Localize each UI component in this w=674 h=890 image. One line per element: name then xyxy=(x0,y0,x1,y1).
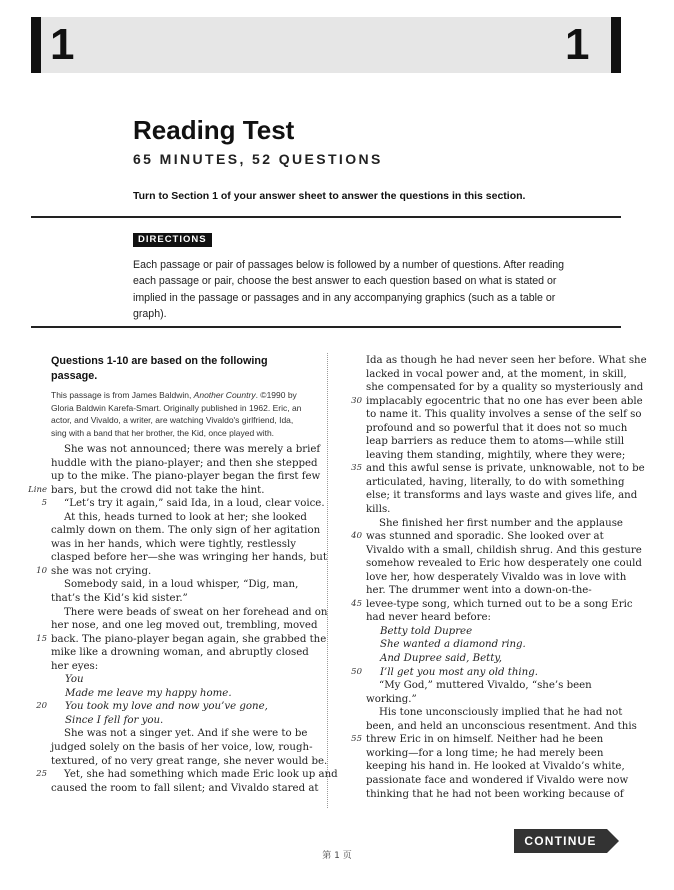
passage-intro xyxy=(51,389,307,439)
passage-line-text: that’s the Kid’s kid sister.” xyxy=(51,593,188,605)
passage-line-text: was stunned and sporadic. She looked over at xyxy=(366,531,604,543)
passage-line xyxy=(366,720,637,734)
passage-line xyxy=(366,788,622,802)
section-number-right: 1 xyxy=(565,20,590,69)
passage-line xyxy=(36,700,307,714)
directions-label: DIRECTIONS xyxy=(133,233,212,247)
passage-line-text: leap barriers as reduce them to atoms—while still xyxy=(366,436,625,448)
line-number: 45 xyxy=(351,598,362,609)
directions-rule-top xyxy=(31,216,621,218)
line-number: 25 xyxy=(36,769,47,780)
passage-line xyxy=(366,489,638,503)
line-number: 20 xyxy=(36,701,47,712)
passage-line xyxy=(366,774,629,788)
passage-line-text: articulated, having, literally, to do with something xyxy=(366,476,625,488)
passage-line-text: and this awful sense is private, unknowable, not to be xyxy=(366,463,645,475)
passage-line xyxy=(51,714,307,728)
passage-line xyxy=(366,354,647,368)
passage-line-text: Yet, she had something which made Eric look up and xyxy=(64,769,338,781)
passage-line xyxy=(51,538,307,552)
line-number: 40 xyxy=(351,531,362,542)
passage-line xyxy=(366,693,622,707)
passage-line-text: huddle with the piano-player; and then she stepped xyxy=(51,457,318,469)
passage-line-text: There were beads of sweat on her forehead and on xyxy=(64,606,328,618)
passage-line xyxy=(51,727,307,741)
passage-line-text: kills. xyxy=(366,504,391,516)
passage-line-text: had never heard before: xyxy=(366,612,491,624)
passage-line-text: Vivaldo with a small, childish shrug. And this gesture xyxy=(366,544,642,556)
passage-line xyxy=(366,747,622,761)
passage-line xyxy=(366,544,642,558)
column-divider xyxy=(327,353,328,808)
passage-line xyxy=(366,368,627,382)
questions-heading: Questions 1-10 are based on the following passage. xyxy=(51,355,268,382)
intro-prefix: This passage is from James Baldwin, xyxy=(51,390,194,400)
passage-line-text: And Dupree said, Betty, xyxy=(380,653,502,665)
passage-line-text: implacably egocentric that no one has ever been able xyxy=(366,395,643,407)
passage-line xyxy=(366,706,622,720)
passage-line xyxy=(366,652,622,666)
passage-line-text: You took my love and now you’ve gone, xyxy=(65,701,268,713)
passage-line xyxy=(351,395,643,409)
passage-line xyxy=(51,741,313,755)
intro-book-title: Another Country xyxy=(193,390,256,400)
passage-line xyxy=(366,571,627,585)
passage-line xyxy=(366,638,622,652)
passage-line xyxy=(351,530,622,544)
passage-line-text: profound and so powerful that it does not so much xyxy=(366,422,628,434)
passage-line xyxy=(366,449,626,463)
passage-line-text: Made me leave my happy home. xyxy=(65,687,232,699)
passage-line xyxy=(51,457,318,471)
passage-line-text: else; it transforms and lays waste and gives life, and xyxy=(366,490,638,502)
passage-line xyxy=(51,646,307,660)
passage-line-text: been, and held an unconscious resentment. And this xyxy=(366,720,637,732)
continue-button[interactable]: CONTINUE xyxy=(514,829,607,853)
passage-line xyxy=(51,592,307,606)
passage-line-text: clasped before her—she was wringing her hands, but xyxy=(51,552,327,564)
passage-line-text: threw Eric in on himself. Neither had he been xyxy=(366,734,604,746)
passage-line xyxy=(51,470,321,484)
passage-line xyxy=(366,503,622,517)
passage-line-text: She wanted a diamond ring. xyxy=(380,639,526,651)
passage-line xyxy=(51,619,318,633)
passage-line-text: Betty told Dupree xyxy=(380,625,473,637)
passage-line-text: was in her hands, which were tightly, restlessly xyxy=(51,538,297,550)
passage-line xyxy=(51,673,307,687)
passage-line-text: I’ll get you most any old thing. xyxy=(380,666,538,678)
passage-line xyxy=(351,598,633,612)
passage-line-text: “My God,” muttered Vivaldo, “she’s been xyxy=(379,680,592,692)
passage-line-text: back. The piano-player began again, she grabbed the xyxy=(51,633,327,645)
section-marker-right xyxy=(611,17,621,73)
test-subtitle: 65 MINUTES, 52 QUESTIONS xyxy=(133,151,383,167)
directions-text: Each passage or pair of passages below is followed by a number of questions. After reading each passage or pair, choose the best answer to each question based on what is stated or implied in the passage or passages and in any accompanying graphics (such as a table or graph). xyxy=(133,259,565,320)
passage-line xyxy=(51,443,321,457)
line-number: 10 xyxy=(36,565,47,576)
passage-line xyxy=(51,687,307,701)
passage-line xyxy=(366,476,625,490)
passage-line-text: working—for a long time; he had merely been xyxy=(366,747,604,759)
passage-line-text: At this, heads turned to look at her; she looked xyxy=(64,511,307,523)
passage-line-text: She was not a singer yet. And if she were to be xyxy=(64,728,308,740)
passage-line xyxy=(51,578,307,592)
passage-line-text: mike like a drowning woman, and abruptly closed xyxy=(51,647,309,659)
passage-line xyxy=(366,381,644,395)
passage-line-text: “Let’s try it again,” said Ida, in a loud, clear voice. xyxy=(64,498,325,510)
passage-line-text: keeping his hand in. He looked at Vivaldo’s white, xyxy=(366,761,625,773)
line-number: 30 xyxy=(351,395,362,406)
passage-line xyxy=(51,782,319,796)
passage-line xyxy=(366,422,628,436)
passage-line-text: Since I fell for you. xyxy=(65,714,164,726)
passage-line xyxy=(351,666,622,680)
line-label: Line xyxy=(28,484,47,495)
passage-line xyxy=(36,633,327,647)
passage-line-text: to name it. This quality involves a sense of the self so xyxy=(366,409,642,421)
passage-line xyxy=(366,625,622,639)
passage-line xyxy=(51,755,328,769)
passage-line-text: lacked in vocal power and, at the moment, in skill, xyxy=(366,368,627,380)
passage-line-text: she compensated for by a quality so mysteriously and xyxy=(366,382,644,394)
passage-line-text: Ida as though he had never seen her before. What she xyxy=(366,355,647,366)
intro-suffix: . ©1990 by Gloria Baldwin Karefa-Smart. Originally published in 1962. Eric, an actor, and Vivaldo, a writer, are watching Vivaldo's girlfriend, Ida, sing with a band that her brother, the Kid, once played with. xyxy=(51,390,302,438)
passage-line xyxy=(36,768,338,782)
passage-line xyxy=(51,511,307,525)
passage-line xyxy=(366,584,622,598)
passage-line xyxy=(51,660,307,674)
passage-line xyxy=(351,733,622,747)
passage-line xyxy=(51,524,321,538)
passage-line-text: love her, how desperately Vivaldo was in love with xyxy=(366,571,627,583)
passage-line-text: thinking that he had not been working because of xyxy=(366,788,624,800)
directions-rule-bottom xyxy=(31,326,621,328)
passage-line xyxy=(366,408,642,422)
passage-line-text: His tone unconsciously implied that he had not xyxy=(379,707,623,719)
passage-line-text: judged solely on the basis of her voice, low, rough- xyxy=(51,742,313,754)
line-number: 35 xyxy=(351,463,362,474)
passage-line xyxy=(366,679,622,693)
section-instruction: Turn to Section 1 of your answer sheet to answer the questions in this section. xyxy=(133,190,526,202)
passage-line-text: working.” xyxy=(366,693,417,705)
passage-line-text: leaving them standing, mightily, where they were; xyxy=(366,449,626,461)
line-number: 5 xyxy=(41,498,47,509)
passage-line xyxy=(366,760,625,774)
passage-line-text: somehow revealed to Eric how desperately one could xyxy=(366,558,642,570)
passage-line-text: caused the room to fall silent; and Vivaldo stared at xyxy=(51,782,319,794)
passage-line xyxy=(366,611,622,625)
passage-line-text: her. The drummer went into a down-on-the- xyxy=(366,585,592,597)
passage-line-text: calmly down on them. The only sign of her agitation xyxy=(51,525,321,537)
line-number: 50 xyxy=(351,666,362,677)
passage-line-text: She finished her first number and the applause xyxy=(379,517,623,529)
passage-line xyxy=(351,462,645,476)
line-number: 55 xyxy=(351,734,362,745)
passage-line-text: levee-type song, which turned out to be a song Eric xyxy=(366,598,633,610)
passage-line-text: She was not announced; there was merely a brief xyxy=(64,444,321,455)
page-footer: 第 1 页 xyxy=(322,851,352,861)
passage-line-text: textured, of no very great range, she never would be. xyxy=(51,755,328,767)
passage-column-left xyxy=(28,354,338,795)
passage-line-text: passionate face and wondered if Vivaldo were now xyxy=(366,774,629,786)
passage-line xyxy=(41,497,325,511)
passage-line-text: her eyes: xyxy=(51,660,99,672)
passage-line-text: up to the mike. The piano-player began the first few xyxy=(51,471,321,483)
passage-line-text: her nose, and one leg moved out, trembling, moved xyxy=(51,620,318,632)
test-title: Reading Test xyxy=(133,115,295,145)
passage-line xyxy=(366,435,625,449)
passage-text-right xyxy=(351,354,647,801)
passage-line-text: she was not crying. xyxy=(51,565,152,577)
section-header-bar xyxy=(31,17,621,73)
passage-line xyxy=(366,557,642,571)
passage-line-text: Somebody said, in a loud whisper, “Dig, man, xyxy=(64,579,299,591)
section-number-left: 1 xyxy=(50,20,75,69)
passage-line-text: bars, but the crowd did not take the hint. xyxy=(51,484,265,496)
line-number: 15 xyxy=(36,633,47,644)
passage-line xyxy=(366,517,622,531)
passage-line xyxy=(28,484,307,498)
section-marker-left xyxy=(31,17,41,73)
passage-column-right xyxy=(351,354,647,801)
passage-line xyxy=(51,551,327,565)
passage-line xyxy=(51,606,328,620)
passage-line xyxy=(36,565,307,579)
passage-text-left xyxy=(28,443,338,795)
passage-line-text: You xyxy=(65,674,84,686)
